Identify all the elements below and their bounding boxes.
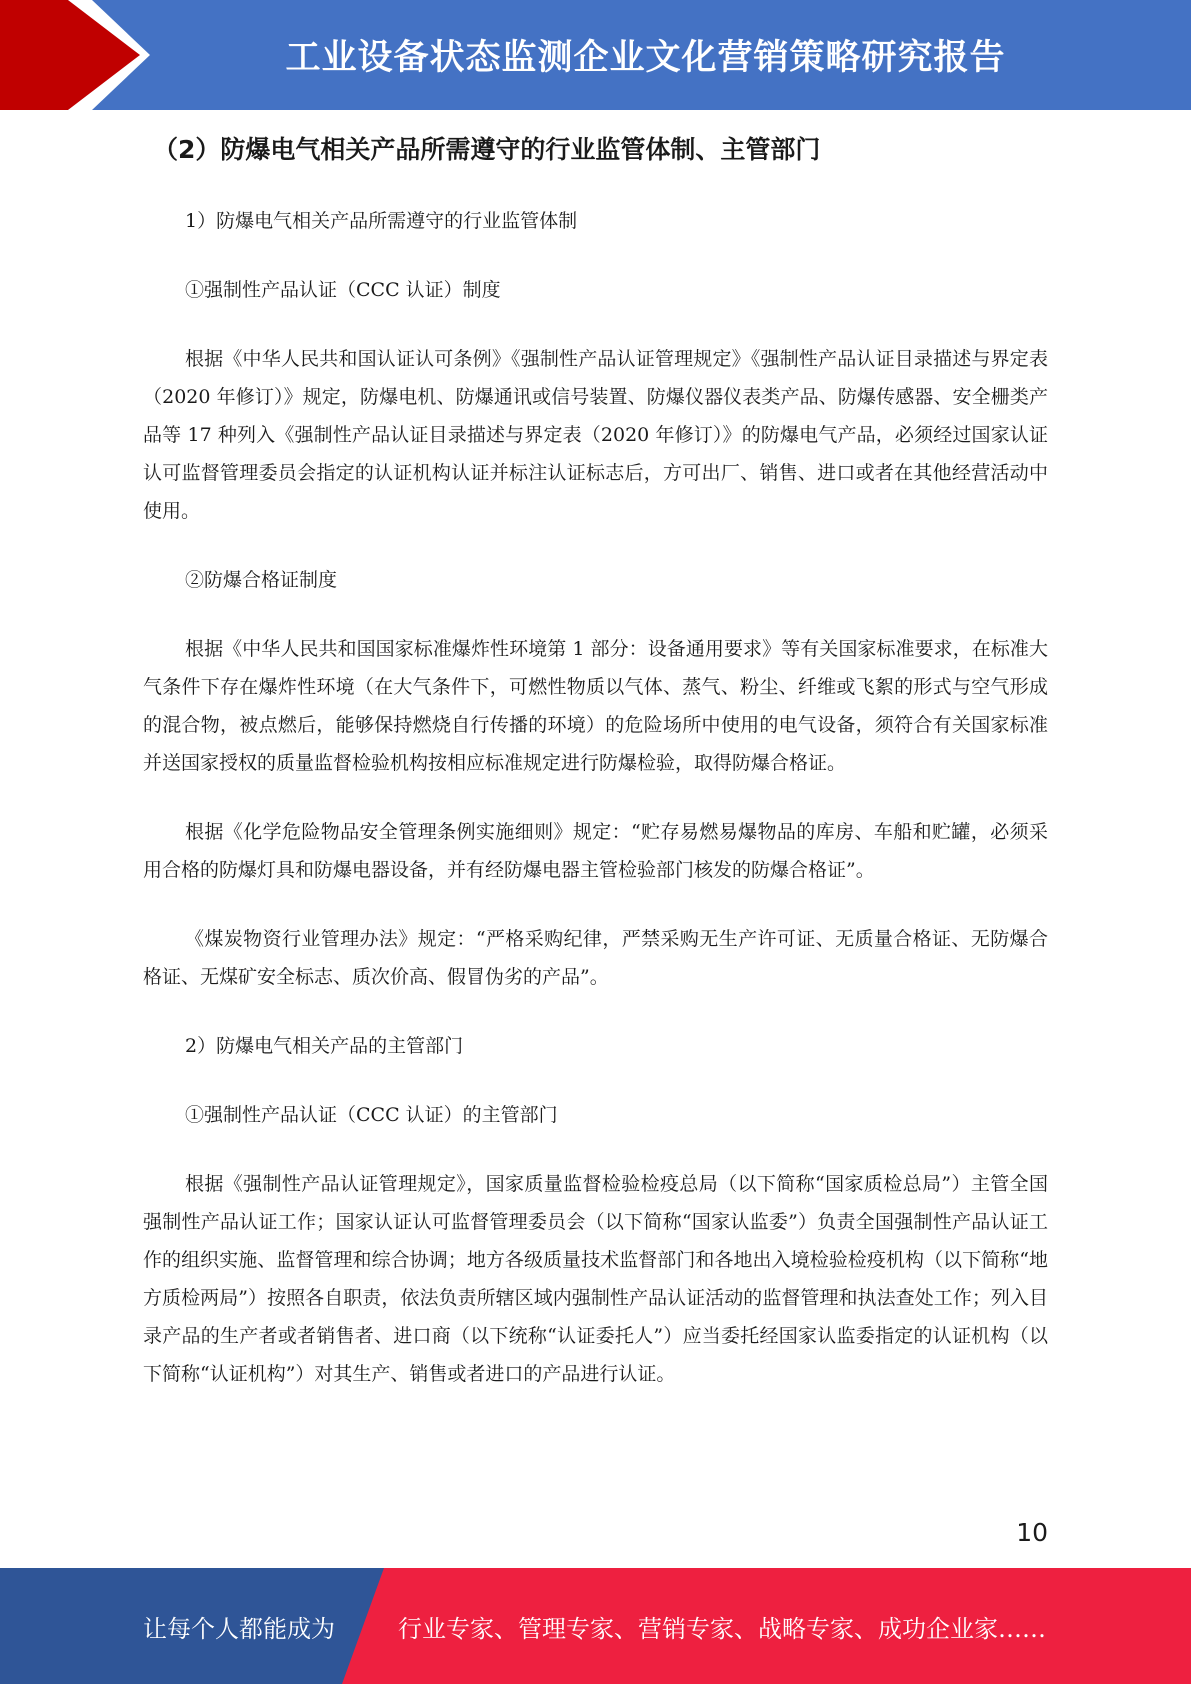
footer-slogan-left: 让每个人都能成为 bbox=[143, 1614, 335, 1643]
page-header bbox=[0, 0, 1191, 110]
paragraph-national-standard: 根据《中华人民共和国国家标准爆炸性环境第 1 部分：设备通用要求》等有关国家标准要求，在标准大气条件下存在爆炸性环境（在大气条件下，可燃性物质以气体、蒸气、粉尘、纤维或飞絮的形式与空气形成的混合物，被点燃后，能够保持燃烧自行传播的环境）的危险场所中使用的电气设备，须符合有关国家标准并送国家授权的质量监督检验机构按相应标准规定进行防爆检验，取得防爆合格证。 bbox=[143, 638, 1048, 774]
paragraph-coal-regulation: 《煤炭物资行业管理办法》规定：“严格采购纪律，严禁采购无生产许可证、无质量合格证、无防爆合格证、无煤矿安全标志、质次价高、假冒伪劣的产品”。 bbox=[143, 928, 1048, 988]
item-title-ccc-system: ①强制性产品认证（CCC 认证）制度 bbox=[185, 279, 501, 301]
item-title-explosion-proof-certificate: ②防爆合格证制度 bbox=[185, 569, 338, 591]
subsection-title-1: 1）防爆电气相关产品所需遵守的行业监管体制 bbox=[185, 210, 578, 232]
paragraph-ccc-regulation: 根据《中华人民共和国认证认可条例》《强制性产品认证管理规定》《强制性产品认证目录描述与界定表（2020 年修订）》规定，防爆电机、防爆通讯或信号装置、防爆仪器仪表类产品、防爆传感器、安全栅类产品等 17 种列入《强制性产品认证目录描述与界定表（2020 年修订）》的防爆电气产品，必须经过国家认证认可监督管理委员会指定的认证机构认证并标注认证标志后，方可出厂、销售、进口或者在其他经营活动中使用。 bbox=[143, 348, 1048, 522]
footer-slogan-right: 行业专家、管理专家、营销专家、战略专家、成功企业家…… bbox=[398, 1614, 1046, 1643]
item-title-ccc-authority: ①强制性产品认证（CCC 认证）的主管部门 bbox=[185, 1104, 558, 1126]
paragraph-chemical-regulation: 根据《化学危险物品安全管理条例实施细则》规定：“贮存易燃易爆物品的库房、车船和贮罐，必须采用合格的防爆灯具和防爆电器设备，并有经防爆电器主管检验部门核发的防爆合格证”。 bbox=[143, 821, 1048, 881]
paragraph-ccc-authority: 根据《强制性产品认证管理规定》，国家质量监督检验检疫总局（以下简称“国家质检总局”）主管全国强制性产品认证工作；国家认证认可监督管理委员会（以下简称“国家认监委”）负责全国强制性产品认证工作的组织实施、监督管理和综合协调；地方各级质量技术监督部门和各地出入境检验检疫机构（以下简称“地方质检两局”）按照各自职责，依法负责所辖区域内强制性产品认证活动的监督管理和执法查处工作；列入目录产品的生产者或者销售者、进口商（以下统称“认证委托人”）应当委托经国家认监委指定的认证机构（以下简称“认证机构”）对其生产、销售或者进口的产品进行认证。 bbox=[143, 1173, 1048, 1385]
page-content bbox=[143, 128, 1048, 1424]
page-number: 10 bbox=[1016, 1518, 1048, 1547]
page-footer bbox=[0, 1568, 1191, 1684]
section-heading: （2）防爆电气相关产品所需遵守的行业监管体制、主管部门 bbox=[153, 135, 821, 164]
subsection-title-2: 2）防爆电气相关产品的主管部门 bbox=[185, 1035, 464, 1057]
document-title: 工业设备状态监测企业文化营销策略研究报告 bbox=[285, 38, 1006, 78]
